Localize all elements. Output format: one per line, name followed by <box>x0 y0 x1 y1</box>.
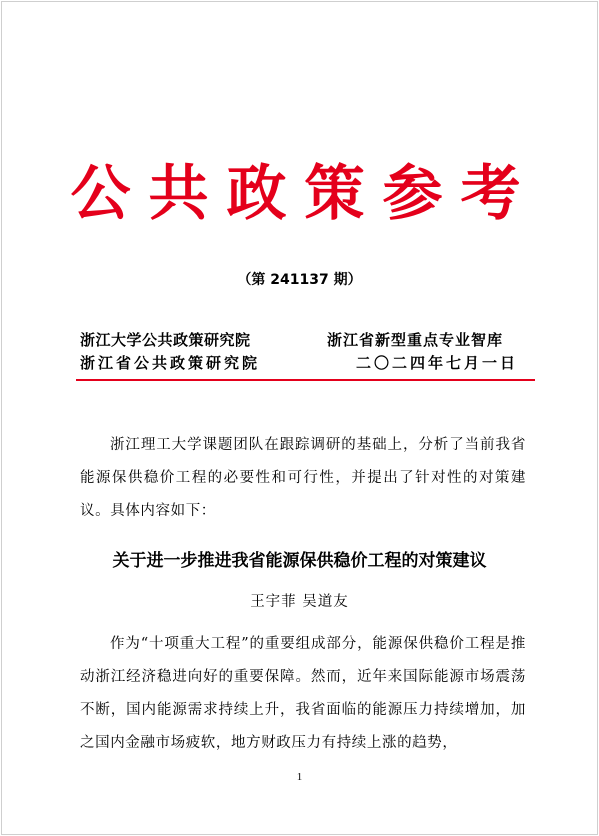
header-divider <box>76 379 535 381</box>
issue-number: （第 241137 期） <box>237 272 362 288</box>
issue-date: 二〇二四年七月一日 <box>356 354 519 372</box>
org-left-line1: 浙江大学公共政策研究院 <box>80 331 251 349</box>
org-right-line1: 浙江省新型重点专业智库 <box>327 331 504 349</box>
article-authors: 王宇菲 吴道友 <box>250 594 349 610</box>
masthead-title: 公共政策参考 <box>70 159 539 229</box>
org-left-line2: 浙江省公共政策研究院 <box>80 354 261 372</box>
body-paragraph: 作为“十项重大工程”的重要组成部分，能源保供稳价工程是推动浙江经济稳进向好的重要保障。然而，近年来国际能源市场震荡不断，国内能源需求持续上升，我省面临的能源压力持续增加，加之国内金融市场疲软，地方财政压力有持续上涨的趋势， <box>80 636 526 751</box>
article-headline: 关于进一步推进我省能源保供稳价工程的对策建议 <box>112 551 487 571</box>
page-number: 1 <box>296 771 303 783</box>
intro-paragraph: 浙江理工大学课题团队在跟踪调研的基础上，分析了当前我省能源保供稳价工程的必要性和可行性，并提出了针对性的对策建议。具体内容如下： <box>80 437 526 519</box>
